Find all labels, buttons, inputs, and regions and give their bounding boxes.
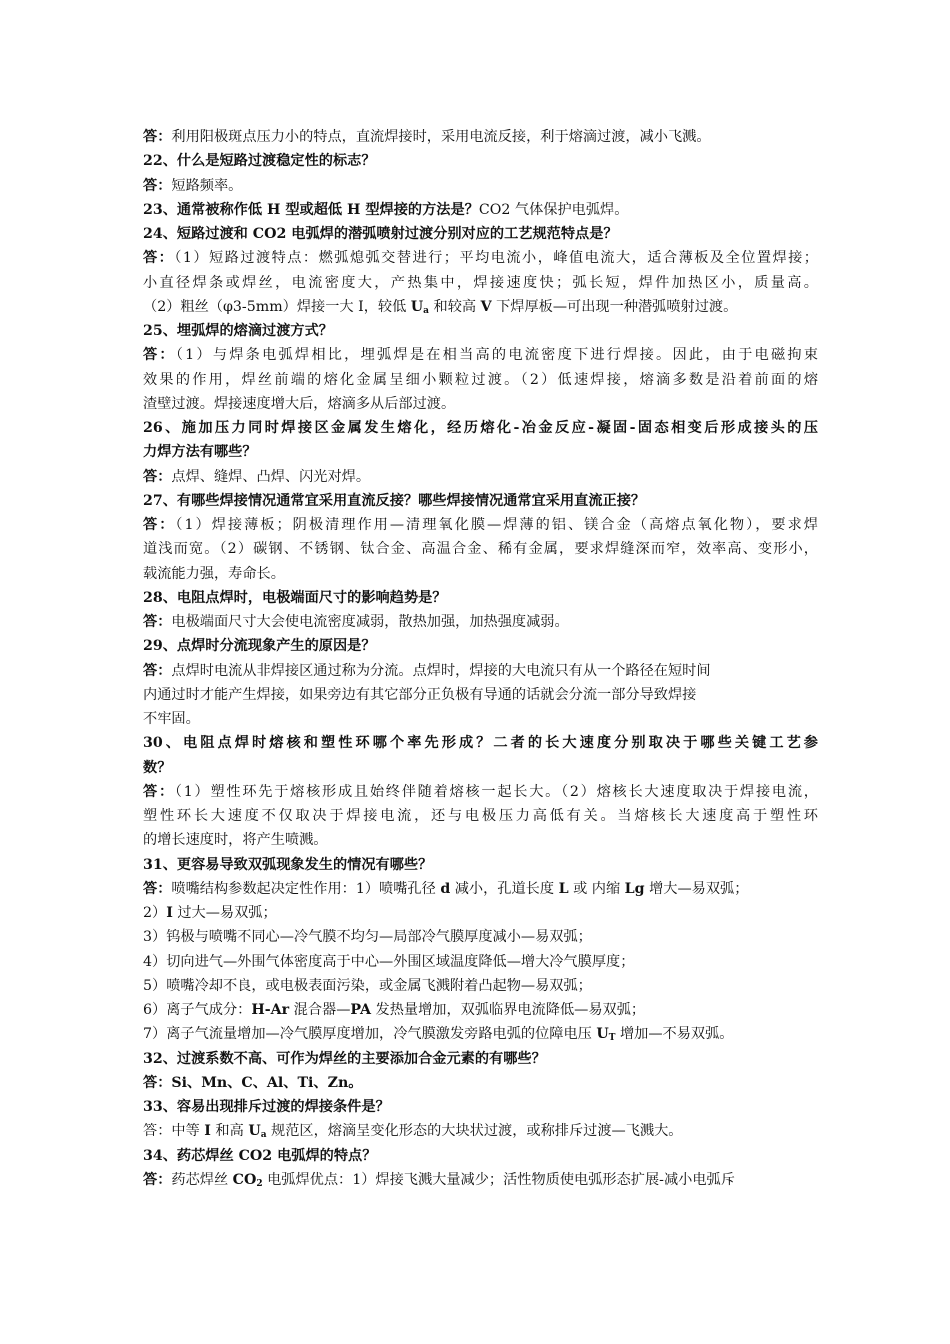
answer-line: 答：利用阳极斑点压力小的特点，直流焊接时，采用电流反接，利于熔滴过渡，减小飞溅。 xyxy=(143,129,711,145)
question-25: 25、埋弧焊的熔滴过渡方式？ xyxy=(143,323,333,339)
question-30: 30、电阻点焊时熔核和塑性环哪个率先形成？二者的长大速度分别取决于哪些关键工艺参 xyxy=(143,735,818,752)
answer-line: 塑性环长大速度不仅取决于焊接电流，还与电极压力高低有关。当熔核长大速度高于塑性环 xyxy=(143,808,818,824)
answer-line: 7）离子气流量增加—冷气膜厚度增加，冷气膜激发旁路电弧的位障电压 $U_T$ 增加—不易双弧。 xyxy=(143,1026,734,1044)
question-30-cont: 数？ xyxy=(143,759,172,776)
question-34: 34、药芯焊丝 CO2 电弧焊的特点？ xyxy=(143,1147,377,1164)
answer-line: 渣壁过渡。焊接速度增大后，熔滴多从后部过渡。 xyxy=(143,395,456,412)
answer-line: 答：喷嘴结构参数起决定性作用：1）喷嘴孔径 d 减小，孔道长度 L 或 内缩 Lg 增大—易双弧； xyxy=(143,880,749,897)
answer-line: 答：短路频率。 xyxy=(143,177,243,194)
question-33: 33、容易出现排斥过渡的焊接条件是？ xyxy=(143,1099,390,1115)
answer-line: 答：药芯焊丝 $CO_2$ 电弧焊优点：1）焊接飞溅大量减少；活性物质使电弧形态扩展-减小电弧斥 xyxy=(143,1171,735,1189)
question-26-cont: 力焊方法有哪些？ xyxy=(143,444,257,461)
answer-line: 不牢固。 xyxy=(143,711,200,727)
question-28: 28、电阻点焊时，电极端面尺寸的影响趋势是？ xyxy=(143,589,447,606)
answer-line: 答：点焊时电流从非焊接区通过称为分流。点焊时，焊接的大电流只有从一个路径在短时间 xyxy=(143,662,711,679)
answer-line: 6）离子气成分：H-Ar 混合器—PA 发热量增加，双弧临界电流降低—易双弧； xyxy=(143,1002,646,1018)
question-29: 29、点焊时分流现象产生的原因是？ xyxy=(143,638,376,655)
answer-line: 答：电极端面尺寸大会使电流密度减弱，散热加强，加热强度减弱。 xyxy=(143,614,569,630)
answer-line: 4）切向进气—外围气体密度高于中心—外围区域温度降低—增大冷气膜厚度； xyxy=(143,953,635,970)
answer-line: 答：（1）短路过渡特点：燃弧熄弧交替进行；平均电流小，峰值电流大，适合薄板及全位置焊接； xyxy=(143,250,818,267)
answer-line: 答：（1）焊接薄板；阴极清理作用—清理氧化膜—焊薄的铝、镁合金（高熔点氧化物），要求焊 xyxy=(143,517,818,533)
question-23: 23、通常被称作低 H 型或超低 H 型焊接的方法是？CO2 气体保护电弧焊。 xyxy=(143,201,629,218)
answer-line: 答：Si、Mn、C、Al、Ti、Zn。 xyxy=(143,1074,363,1091)
answer-line: 5）喷嘴冷却不良，或电极表面污染，或金属飞溅附着凸起物—易双弧； xyxy=(143,977,592,994)
answer-line: 答：中等 I 和高 $U_a$ 规范区，熔滴呈变化形态的大块状过渡，或称排斥过渡—飞溅大。 xyxy=(143,1123,683,1141)
answer-line: 答：（1）塑性环先于熔核形成且始终伴随着熔核一起长大。（2）熔核长大速度取决于焊接电流， xyxy=(143,783,818,800)
answer-line: 答：点焊、缝焊、凸焊、闪光对焊。 xyxy=(143,468,371,485)
answer-line: 3）钨极与喷嘴不同心—冷气膜不均匀—局部冷气膜厚度减小—易双弧； xyxy=(143,929,592,946)
answer-line: 小直径焊条或焊丝，电流密度大，产热集中，焊接速度快；弧长短，焊件加热区小，质量高。 xyxy=(143,274,818,291)
answer-line: 2）I 过大—易双弧； xyxy=(143,905,277,921)
answer-line: 内通过时才能产生焊接，如果旁边有其它部分正负极有导通的话就会分流一部分导致焊接 xyxy=(143,686,697,703)
question-32: 32、过渡系数不高、可作为焊丝的主要添加合金元素的有哪些？ xyxy=(143,1050,546,1067)
question-31: 31、更容易导致双弧现象发生的情况有哪些？ xyxy=(143,856,433,873)
answer-line: 载流能力强，寿命长。 xyxy=(143,565,285,582)
question-27: 27、有哪些焊接情况通常宜采用直流反接？哪些焊接情况通常宜采用直流正接？ xyxy=(143,492,646,509)
question-26: 26、施加压力同时焊接区金属发生熔化，经历熔化-冶金反应-凝固-固态相变后形成接头的压 xyxy=(143,420,818,436)
answer-line: 答：（1）与焊条电弧焊相比，埋弧焊是在相当高的电流密度下进行焊接。因此，由于电磁拘束 xyxy=(143,347,818,364)
answer-line: 的增长速度时，将产生喷溅。 xyxy=(143,832,328,849)
question-22: 22、什么是短路过渡稳定性的标志？ xyxy=(143,153,376,170)
answer-line: （2）粗丝（φ3-5mm）焊接一大 I，较低 $U_a$ 和较高 V 下焊厚板—可出现一种潜弧喷射过渡。 xyxy=(143,298,738,316)
document-page xyxy=(143,125,818,1192)
answer-line: 道浅而宽。（2）碳钢、不锈钢、钛合金、高温合金、稀有金属，要求焊缝深而窄，效率高、变形小， xyxy=(143,541,818,558)
question-24: 24、短路过渡和 CO2 电弧焊的潜弧喷射过渡分别对应的工艺规范特点是？ xyxy=(143,226,618,242)
answer-line: 效果的作用，焊丝前端的熔化金属呈细小颗粒过渡。（2）低速焊接，熔滴多数是沿着前面的熔 xyxy=(143,371,818,388)
